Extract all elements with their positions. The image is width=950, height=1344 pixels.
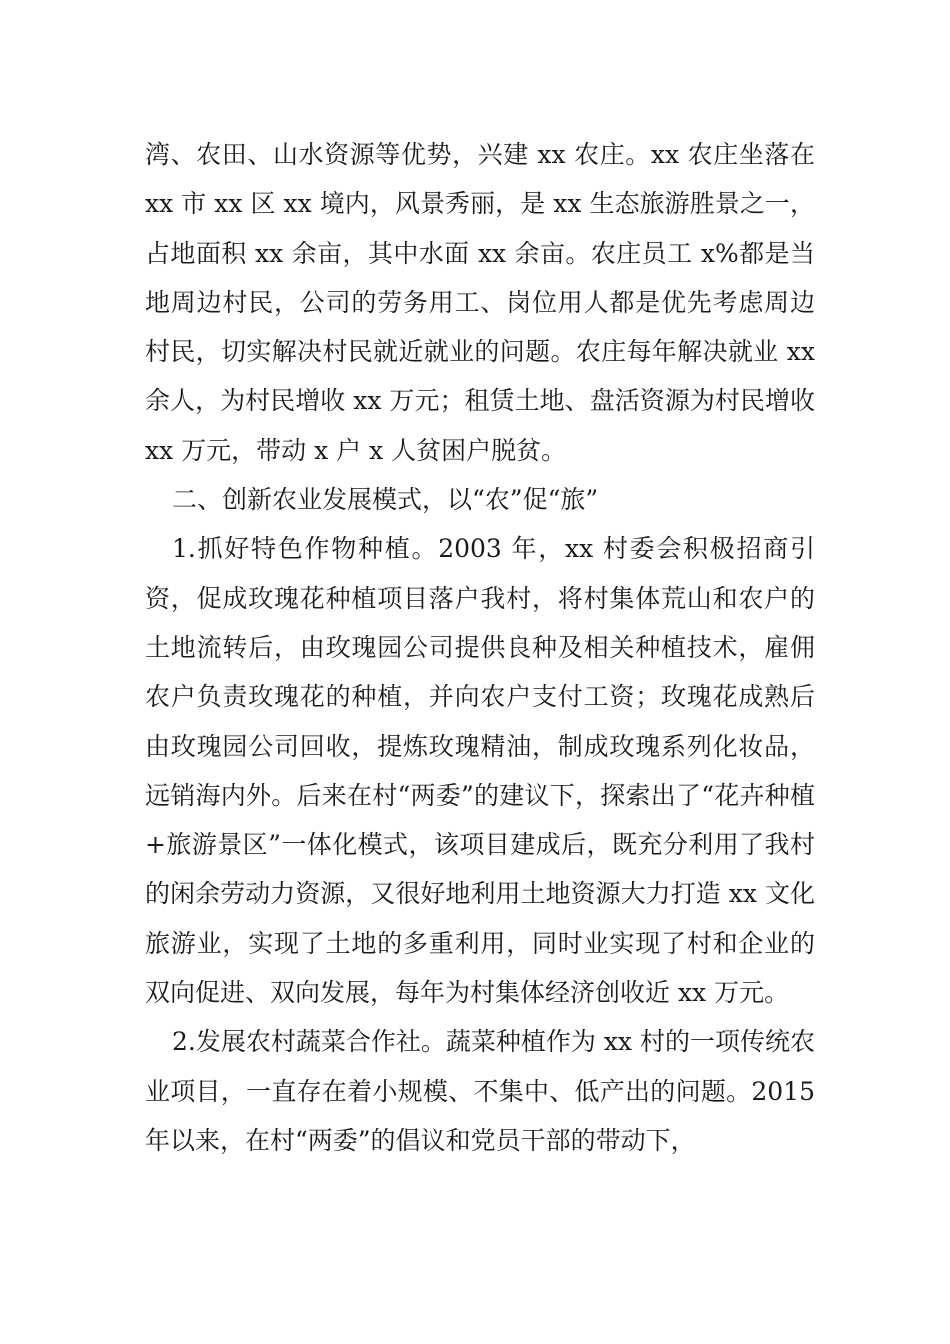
- paragraph-continuation: 湾、农田、山水资源等优势，兴建 xx 农庄。xx 农庄坐落在 xx 市 xx 区 xx 境内，风景秀丽，是 xx 生态旅游胜景之一，占地面积 xx 余亩，其中水面 xx 余亩。农庄员工 x%都是当地周边村民，公司的劳务用工、岗位用人都是优先考虑周边村民，切实解决村民就近就业的问题。农庄每年解决就业 xx 余人，为村民增收 xx 万元；租赁土地、盘活资源为村民增收 xx 万元，带动 x 户 x 人贫困户脱贫。: [145, 140, 815, 465]
- document-body: [145, 130, 815, 1165]
- paragraph-item-2: 2.发展农村蔬菜合作社。蔬菜种植作为 xx 村的一项传统农业项目，一直存在着小规模、不集中、低产出的问题。2015 年以来，在村“两委”的倡议和党员干部的带动下，: [145, 1027, 815, 1155]
- section-heading-2: 二、创新农业发展模式，以“农”促“旅”: [172, 485, 599, 515]
- paragraph-item-1: 1.抓好特色作物种植。2003 年，xx 村委会积极招商引资，促成玫瑰花种植项目落户我村，将村集体荒山和农户的土地流转后，由玫瑰园公司提供良种及相关种植技术，雇佣农户负责玫瑰花的种植，并向农户支付工资；玫瑰花成熟后由玫瑰园公司回收，提炼玫瑰精油，制成玫瑰系列化妆品，远销海内外。后来在村“两委”的建议下，探索出了“花卉种植+旅游景区”一体化模式，该项目建成后，既充分利用了我村的闲余劳动力资源，又很好地利用土地资源大力打造 xx 文化旅游业，实现了土地的多重利用，同时业实现了村和企业的双向促进、双向发展，每年为村集体经济创收近 xx 万元。: [145, 534, 815, 1008]
